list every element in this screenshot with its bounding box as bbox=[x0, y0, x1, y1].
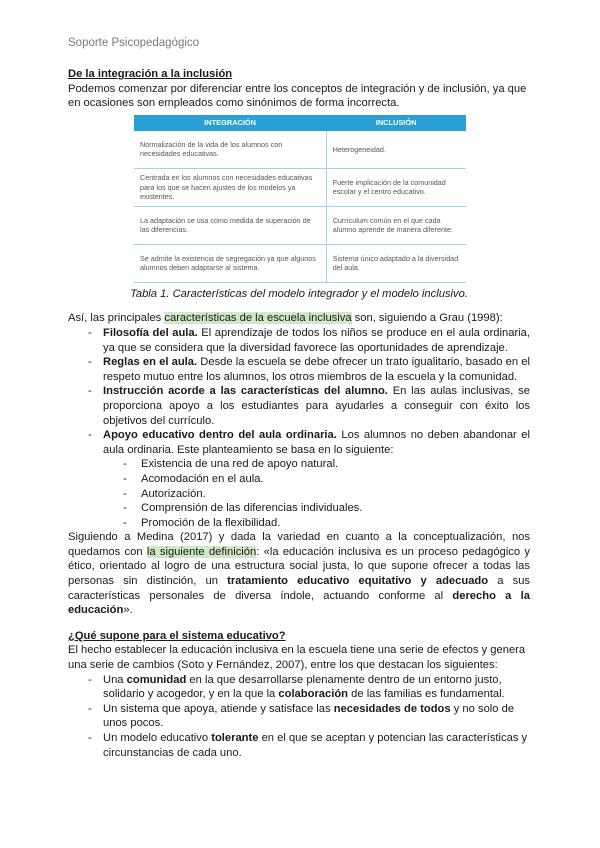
support-sublist bbox=[68, 457, 530, 530]
sublist-item: - Comprensión de las diferencias individuales. bbox=[68, 501, 530, 516]
table-cell: La adaptación se usa como medida de superación de las diferencias. bbox=[134, 206, 326, 244]
table-cell: Centrada en los alumnos con necesidades educativas para los que se hacen ajustes de los modelos ya existentes. bbox=[134, 168, 326, 206]
effects-list bbox=[68, 673, 530, 761]
list-item-title: Reglas en el aula. bbox=[103, 356, 198, 369]
text-span: son, siguiendo a Grau (1998): bbox=[351, 312, 503, 325]
sublist-item: - Existencia de una red de apoyo natural. bbox=[68, 457, 530, 472]
list-item bbox=[68, 355, 530, 384]
list-item bbox=[68, 702, 530, 731]
bold-text: tolerante bbox=[211, 732, 259, 744]
comparison-table bbox=[134, 115, 466, 283]
document-body bbox=[68, 67, 530, 760]
page-header: Soporte Psicopedagógico bbox=[68, 37, 200, 49]
text-span: y no solo de unos pocos. bbox=[103, 702, 515, 730]
intro-paragraph: Podemos comenzar por diferenciar entre los conceptos de integración y de inclusión, ya que en ocasiones son empleados como sinónimos de forma incorrecta. bbox=[68, 82, 527, 110]
table-row bbox=[134, 244, 466, 282]
table-row bbox=[134, 131, 466, 169]
text-span: a sus características personales de diversa índole, actuando conforme al bbox=[68, 575, 531, 602]
sublist-item: - Autorización. bbox=[68, 487, 530, 502]
bold-text: tratamiento educativo equitativo y adecuado bbox=[227, 575, 489, 588]
list-item-text: Los alumnos no deben abandonar el aula ordinaria. Este planteamiento se basa en lo siguiente: bbox=[103, 429, 530, 456]
text-span: en el que se aceptan y potencian las características y circunstancias de cada uno. bbox=[103, 732, 528, 759]
list-item bbox=[68, 384, 530, 428]
list-item-title: Filosofía del aula. bbox=[103, 326, 198, 339]
list-item bbox=[68, 326, 530, 355]
list-item bbox=[68, 428, 530, 457]
table-cell: Se admite la existencia de segregación ya que algunos alumnos deben adaptarse al sistema. bbox=[134, 244, 326, 282]
bold-text: colaboración bbox=[278, 688, 349, 701]
highlighted-text: la siguiente definición bbox=[146, 545, 257, 558]
effects-intro: El hecho establecer la educación inclusiva en la escuela tiene una serie de efectos y genera una serie de cambios (Soto y Fernández, 2007), entre los que destacan los siguientes: bbox=[68, 644, 526, 672]
text-span: Un modelo educativo bbox=[103, 732, 212, 744]
table-cell: Sistema único adaptado a la diversidad del aula. bbox=[326, 244, 466, 282]
table-header-inclusion: INCLUSIÓN bbox=[326, 115, 466, 131]
characteristics-list bbox=[68, 326, 530, 457]
text-span: de las familias es fundamental. bbox=[348, 688, 505, 701]
text-span: en la que desarrollarse plenamente dentro de un entorno justo, solidario y acogedor, y en la que la bbox=[103, 673, 502, 701]
section-heading-integracion: De la integración a la inclusión bbox=[68, 68, 233, 80]
list-item-text: El aprendizaje de todos los niños se produce en el aula ordinaria, ya que se considera que la diversidad favorece las oportunidades de aprendizaje. bbox=[103, 326, 530, 354]
table-row bbox=[134, 168, 466, 206]
medina-definition-paragraph bbox=[68, 530, 530, 618]
highlighted-text: características de la escuela inclusiva bbox=[164, 312, 352, 325]
list-item bbox=[68, 731, 530, 760]
list-item-title: Instrucción acorde a las características del alumno. bbox=[103, 385, 388, 398]
sublist-item: - Acomodación en el aula. bbox=[68, 472, 530, 487]
list-item-text: En las aulas inclusivas, se proporciona apoyo a los estudiantes para ayudarles a conseguir con éxito los objetivos del currículo. bbox=[103, 385, 530, 427]
table-cell: Fuerte implicación de la comunidad escolar y el centro educativo. bbox=[326, 168, 466, 206]
list-item bbox=[68, 673, 530, 702]
list-item-title: Apoyo educativo dentro del aula ordinaria. bbox=[103, 429, 337, 442]
table-cell: Normalización de la vida de los alumnos con necesidades educativas. bbox=[134, 131, 326, 169]
text-span: : «la educación inclusiva es un proceso pedagógico y ético, orientado al logro de una estructura social justa, lo que supone ofrecer a todas las personas sin distinción, un bbox=[68, 545, 530, 588]
text-span: Siguiendo a Medina (2017) y dada la variedad en cuanto a la conceptualización, nos quedamos con bbox=[68, 531, 530, 558]
bold-text: comunidad bbox=[126, 673, 187, 686]
table-header-integracion: INTEGRACIÓN bbox=[134, 115, 326, 131]
table-row bbox=[134, 206, 466, 244]
sublist-item: - Promoción de la flexibilidad. bbox=[68, 516, 530, 531]
text-span: Una bbox=[103, 673, 127, 686]
bold-text: derecho a la educación bbox=[68, 589, 530, 617]
text-span: ». bbox=[123, 604, 133, 617]
list-item-text: Desde la escuela se debe ofrecer un trato igualitario, basado en el respeto mutuo entre los alumnos, los otros miembros de la escuela y la comunidad. bbox=[103, 356, 530, 383]
bold-text: necesidades de todos bbox=[333, 702, 451, 715]
table-cell: Currículum común en el que cada alumno aprende de manera diferente. bbox=[326, 206, 466, 244]
section-heading-sistema: ¿Qué supone para el sistema educativo? bbox=[68, 629, 286, 642]
text-span: Así, las principales bbox=[68, 312, 165, 325]
table-caption: Tabla 1. Características del modelo integrador y el modelo inclusivo. bbox=[130, 287, 468, 300]
table-cell: Heterogeneidad. bbox=[326, 131, 466, 169]
characteristics-intro bbox=[68, 311, 530, 326]
text-span: Un sistema que apoya, atiende y satisface las bbox=[103, 702, 334, 715]
